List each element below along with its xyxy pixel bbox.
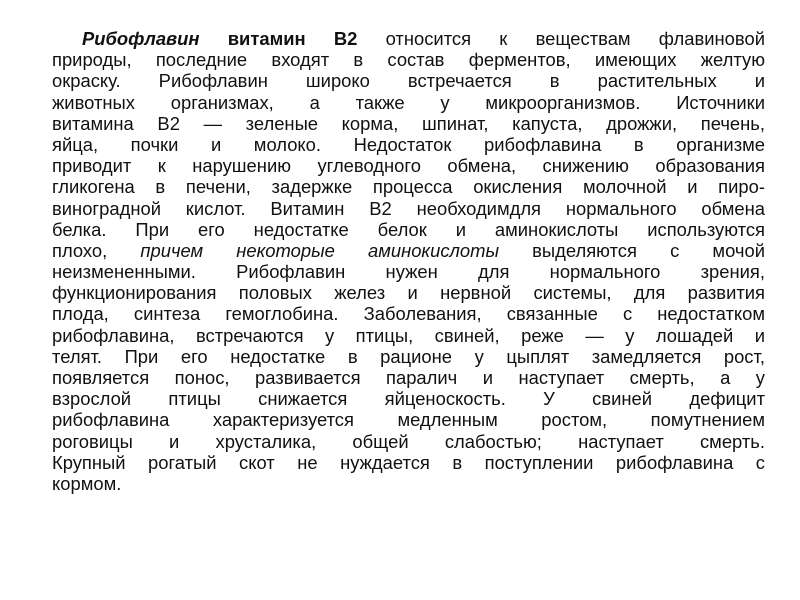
paragraph-line-5: витамина В2 — зеленые корма, шпинат, капуста, дрожжи, печень, xyxy=(52,112,765,134)
paragraph-line-16: телят. При его недостатке в рационе у цыплят замедляется рост, xyxy=(52,345,765,367)
line-11-end: выделяются с мочой xyxy=(532,239,765,261)
paragraph-line-8: гликогена в печени, задержке процесса окисления молочной и пиро- xyxy=(52,176,765,198)
paragraph-line-12: неизмененными. Рибофлавин нужен для нормального зрения, xyxy=(52,261,765,283)
term-riboflavin: Рибофлавин xyxy=(82,28,200,49)
paragraph-line-20: роговицы и хрусталика, общей слабостью; наступает смерть. xyxy=(52,430,765,452)
paragraph-line-9: виноградной кислот. Витамин В2 необходимдля нормального обмена xyxy=(52,197,765,219)
paragraph-line-14: плода, синтеза гемоглобина. Заболевания, связанные с недостатком xyxy=(52,303,765,325)
line-11-start: плохо, xyxy=(52,239,108,261)
paragraph-line-13: функционирования половых желез и нервной системы, для развития xyxy=(52,282,765,304)
paragraph-line-10: белка. При его недостатке белок и аминокислоты используются xyxy=(52,218,765,240)
paragraph-line-21: Крупный рогатый скот не нуждается в поступлении рибофлавина с xyxy=(52,451,765,473)
paragraph-line-18: взрослой птицы снижается яйценоскость. У свиней дефицит xyxy=(52,388,765,410)
paragraph-line-7: приводит к нарушению углеводного обмена, снижению образования xyxy=(52,155,765,177)
paragraph-line-15: рибофлавина, встречаются у птицы, свиней, реже — у лошадей и xyxy=(52,324,765,346)
paragraph-line-19: рибофлавина характеризуется медленным ростом, помутнением xyxy=(52,409,765,431)
italic-phrase-amino-acids: причем некоторые аминокислоты xyxy=(140,239,499,261)
paragraph-line-22: кормом. xyxy=(52,472,122,494)
paragraph-line-3: окраску. Рибофлавин широко встречается в растительных и xyxy=(52,70,765,92)
term-vitamin-b2: витамин В2 xyxy=(227,28,358,49)
paragraph-line-2: природы, последние входят в состав ферментов, имеющих желтую xyxy=(52,49,765,71)
paragraph-line-17: появляется понос, развивается паралич и наступает смерть, а у xyxy=(52,367,765,388)
paragraph-line-1 xyxy=(52,28,765,49)
paragraph-line-4: животных организмах, а также у микроорганизмов. Источники xyxy=(52,91,765,113)
paragraph-line-11 xyxy=(52,240,765,261)
paragraph-riboflavin xyxy=(52,28,765,494)
paragraph-line-6: яйца, почки и молоко. Недостаток рибофлавина в организме xyxy=(52,133,765,155)
line-1-rest: относится к веществам флавиновой xyxy=(385,28,765,49)
